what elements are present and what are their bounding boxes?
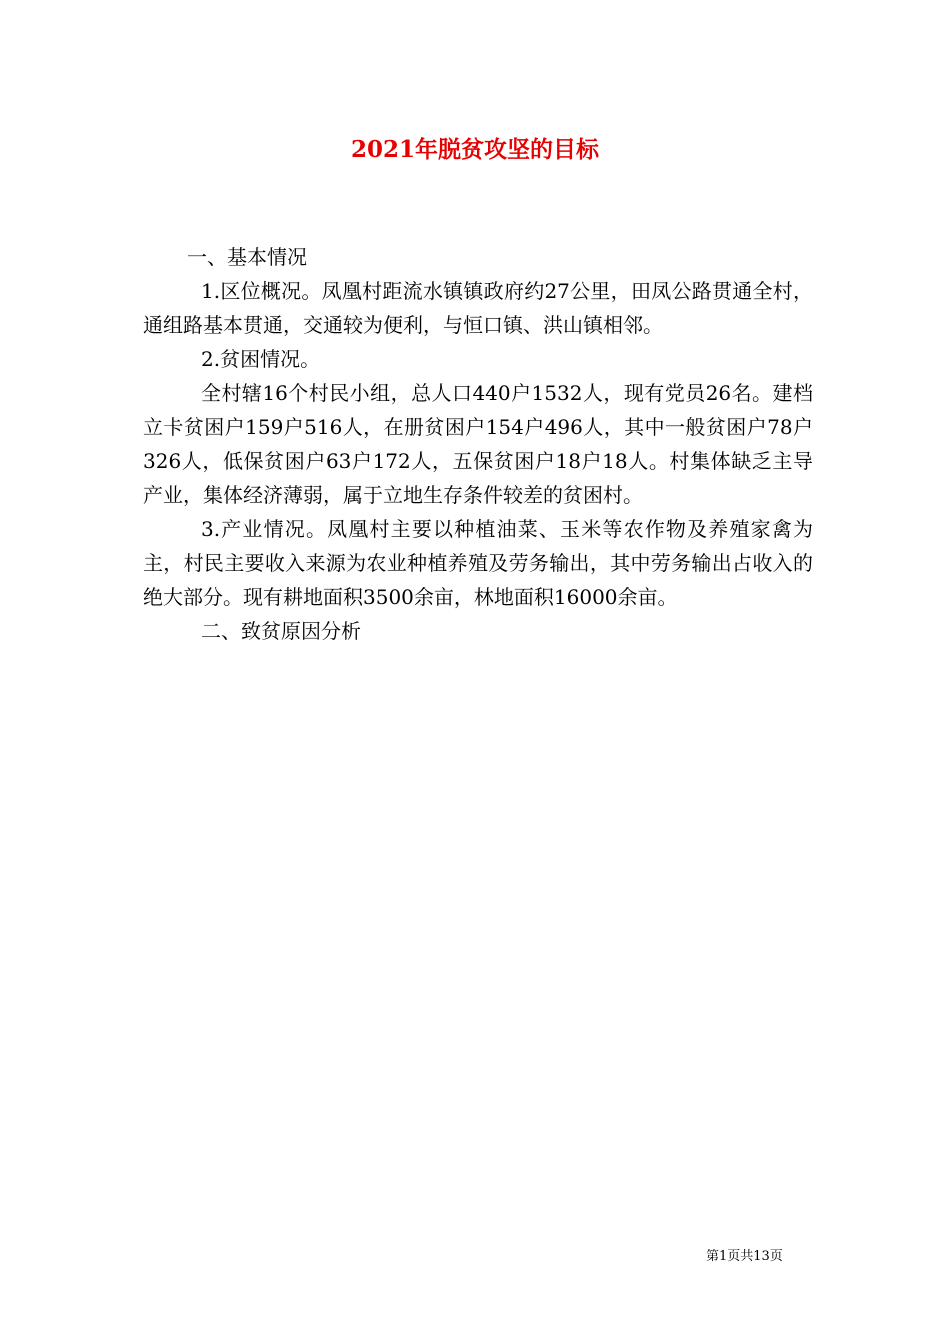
- section-heading-poverty-causes: 二、致贫原因分析: [201, 619, 361, 643]
- paragraph-poverty-details: 全村辖16个村民小组，总人口440户1532人，现有党员26名。建档立卡贫困户159户516人，在册贫困户154户496人，其中一般贫困户78户326人，低保贫困户63户172人，五保贫困户18户18人。村集体缺乏主导产业，集体经济薄弱，属于立地生存条件较差的贫困村。: [143, 381, 813, 507]
- paragraph-industry: 3.产业情况。凤凰村主要以种植油菜、玉米等农作物及养殖家禽为主，村民主要收入来源为农业种植养殖及劳务输出，其中劳务输出占收入的绝大部分。现有耕地面积3500余亩，林地面积16000余亩。: [143, 517, 813, 609]
- section-heading-basic-info: 一、基本情况: [187, 245, 307, 269]
- document-title: 2021年脱贫攻坚的目标: [350, 136, 599, 163]
- paragraph-poverty-heading: 2.贫困情况。: [201, 347, 321, 371]
- document-body: [143, 240, 813, 648]
- page-number-footer: 第1页共13页: [706, 1249, 783, 1264]
- paragraph-location: 1.区位概况。凤凰村距流水镇镇政府约27公里，田凤公路贯通全村，通组路基本贯通，交通较为便利，与恒口镇、洪山镇相邻。: [143, 279, 813, 337]
